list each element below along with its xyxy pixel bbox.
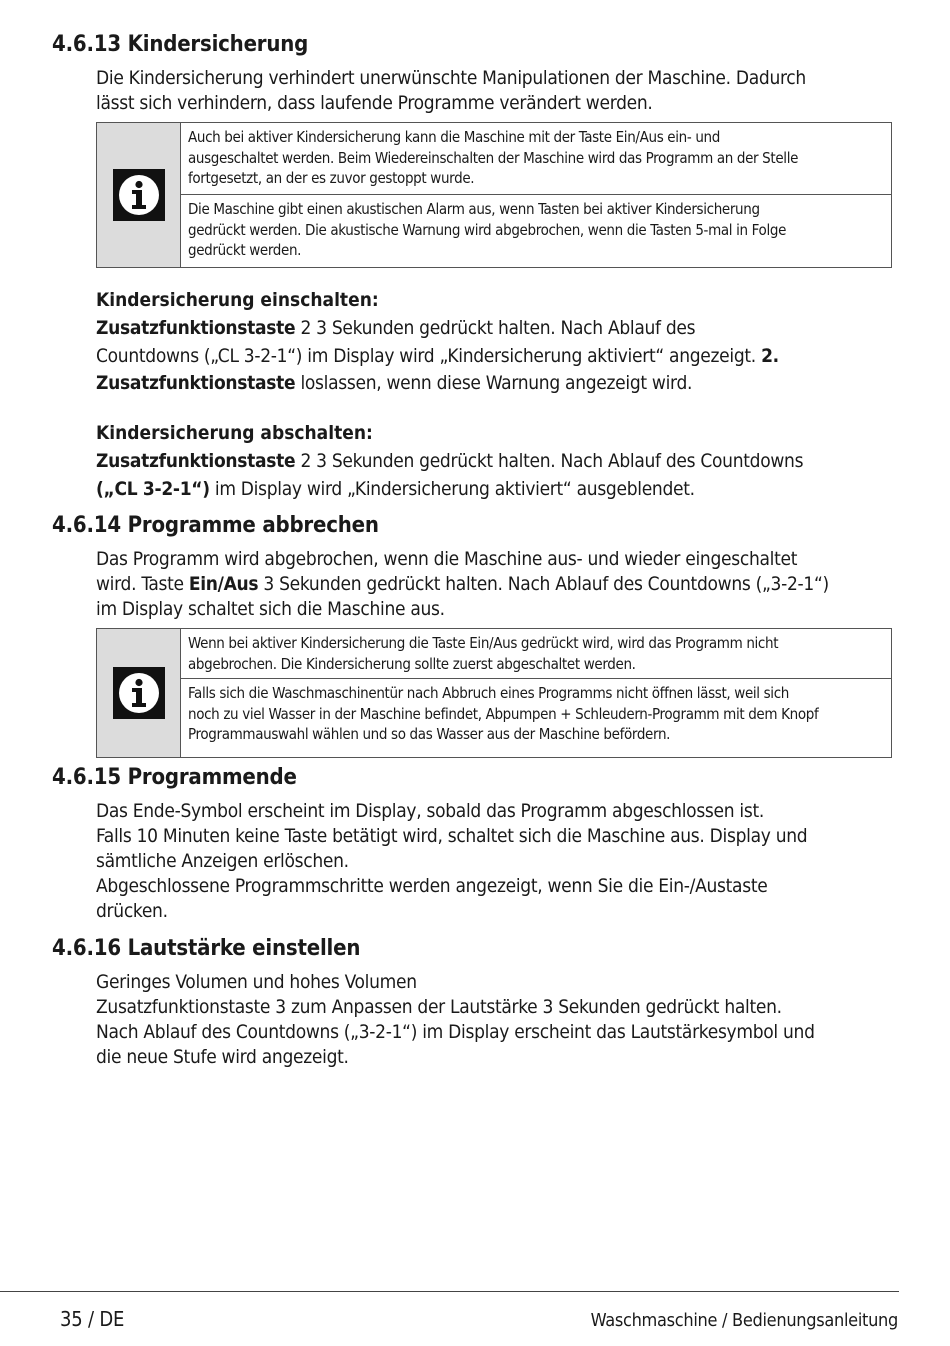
subheading-enable: Kindersicherung einschalten: (96, 289, 379, 311)
info-note-box (96, 628, 892, 758)
note-line: Auch bei aktiver Kindersicherung kann die Maschine mit der Taste Ein/Aus ein- und (188, 128, 720, 146)
body-line: Nach Ablauf des Countdowns („3-2-1“) im Display erscheint das Lautstärkesymbol und (96, 1021, 815, 1043)
body-text: 3 Sekunden gedrückt halten. Nach Ablauf des Countdowns („3-2-1“) (258, 573, 829, 595)
section-title-4-6-14: 4.6.14 Programme abbrechen (52, 513, 379, 538)
note-text (181, 629, 891, 678)
instruction-text: 2 3 Sekunden gedrückt halten. Nach Ablauf des Countdowns (295, 450, 804, 472)
info-icon (113, 667, 165, 719)
note-line: ausgeschaltet werden. Beim Wiedereinschalten der Maschine wird das Programm an der Stelle (188, 148, 799, 167)
instruction-line (96, 315, 896, 343)
instruction-line (96, 343, 896, 371)
instruction-line (96, 370, 896, 398)
body-line: Das Ende-Symbol erscheint im Display, sobald das Programm abgeschlossen ist. (96, 800, 765, 822)
note-line: abgebrochen. Die Kindersicherung sollte zuerst abgeschaltet werden. (188, 654, 636, 673)
body-line: drücken. (96, 900, 168, 922)
instruction-text: im Display wird „Kindersicherung aktiviert“ ausgeblendet. (209, 477, 695, 500)
bold-term: („CL 3-2-1“) (96, 477, 210, 500)
note-texts (181, 629, 891, 757)
section-intro (96, 66, 896, 116)
body-line: im Display schaltet sich die Maschine aus. (96, 598, 445, 620)
note-line: gedrückt werden. Die akustische Warnung wird abgebrochen, wenn die Tasten 5-mal in Folge (188, 220, 787, 239)
section-title-4-6-13: 4.6.13 Kindersicherung (52, 32, 309, 57)
document-title: Waschmaschine / Bedienungsanleitung (590, 1310, 898, 1331)
note-text (181, 194, 891, 265)
instruction-line (96, 448, 896, 476)
note-text (181, 678, 891, 749)
note-texts (181, 123, 891, 267)
note-text (181, 123, 891, 194)
body-line: Abgeschlossene Programmschritte werden angezeigt, wenn Sie die Ein-/Austaste (96, 875, 768, 897)
note-line: noch zu viel Wasser in der Maschine befindet, Abpumpen + Schleudern-Programm mit dem Knopf (188, 704, 819, 723)
section-body (96, 970, 896, 1070)
instruction-text: 2 3 Sekunden gedrückt halten. Nach Ablauf des (295, 317, 696, 339)
bold-term: 2. (761, 344, 779, 367)
info-icon-column (97, 123, 181, 267)
note-line: gedrückt werden. (188, 241, 302, 259)
intro-line: Die Kindersicherung verhindert unerwünschte Manipulationen der Maschine. Dadurch (96, 67, 806, 89)
instruction-text: Countdowns („CL 3-2-1“) im Display wird „Kindersicherung aktiviert“ angezeigt. (96, 344, 762, 367)
instruction-text: loslassen, wenn diese Warnung angezeigt wird. (295, 372, 693, 394)
body-line: Falls 10 Minuten keine Taste betätigt wird, schaltet sich die Maschine aus. Display und (96, 825, 808, 847)
body-line (96, 572, 896, 597)
page-number: 35 / DE (60, 1307, 125, 1331)
info-note-box (96, 122, 892, 268)
instruction-line (96, 476, 896, 504)
disable-instructions (96, 448, 896, 503)
section-body (96, 547, 896, 622)
body-line: sämtliche Anzeigen erlöschen. (96, 850, 349, 872)
body-line: Zusatzfunktionstaste 3 zum Anpassen der Lautstärke 3 Sekunden gedrückt halten. (96, 996, 782, 1018)
info-icon (113, 169, 165, 221)
body-line: Geringes Volumen und hohes Volumen (96, 971, 417, 993)
footer-divider (0, 1291, 899, 1292)
section-body (96, 799, 896, 924)
intro-line: lässt sich verhindern, dass laufende Programme verändert werden. (96, 92, 653, 114)
body-line: Das Programm wird abgebrochen, wenn die Maschine aus- und wieder eingeschaltet (96, 548, 798, 570)
info-icon-column (97, 629, 181, 757)
note-line: fortgesetzt, an der es zuvor gestoppt wurde. (188, 169, 475, 187)
bold-term: Zusatzfunktionstaste (96, 317, 296, 339)
section-title-4-6-16: 4.6.16 Lautstärke einstellen (52, 936, 361, 961)
note-line: Falls sich die Waschmaschinentür nach Abbruch eines Programms nicht öffnen lässt, weil sich (188, 684, 789, 702)
body-text: wird. Taste (96, 573, 189, 595)
bold-term: Zusatzfunktionstaste (96, 450, 296, 472)
subheading-disable: Kindersicherung abschalten: (96, 422, 373, 444)
note-line: Die Maschine gibt einen akustischen Alarm aus, wenn Tasten bei aktiver Kindersicherung (188, 200, 760, 218)
bold-term: Zusatzfunktionstaste (96, 372, 296, 394)
bold-term: Ein/Aus (188, 573, 259, 595)
note-line: Programmauswahl wählen und so das Wasser aus der Maschine befördern. (188, 725, 671, 743)
body-line: die neue Stufe wird angezeigt. (96, 1046, 349, 1068)
enable-instructions (96, 315, 896, 398)
section-title-4-6-15: 4.6.15 Programmende (52, 765, 297, 790)
note-line: Wenn bei aktiver Kindersicherung die Taste Ein/Aus gedrückt wird, wird das Programm nicht (188, 634, 779, 652)
